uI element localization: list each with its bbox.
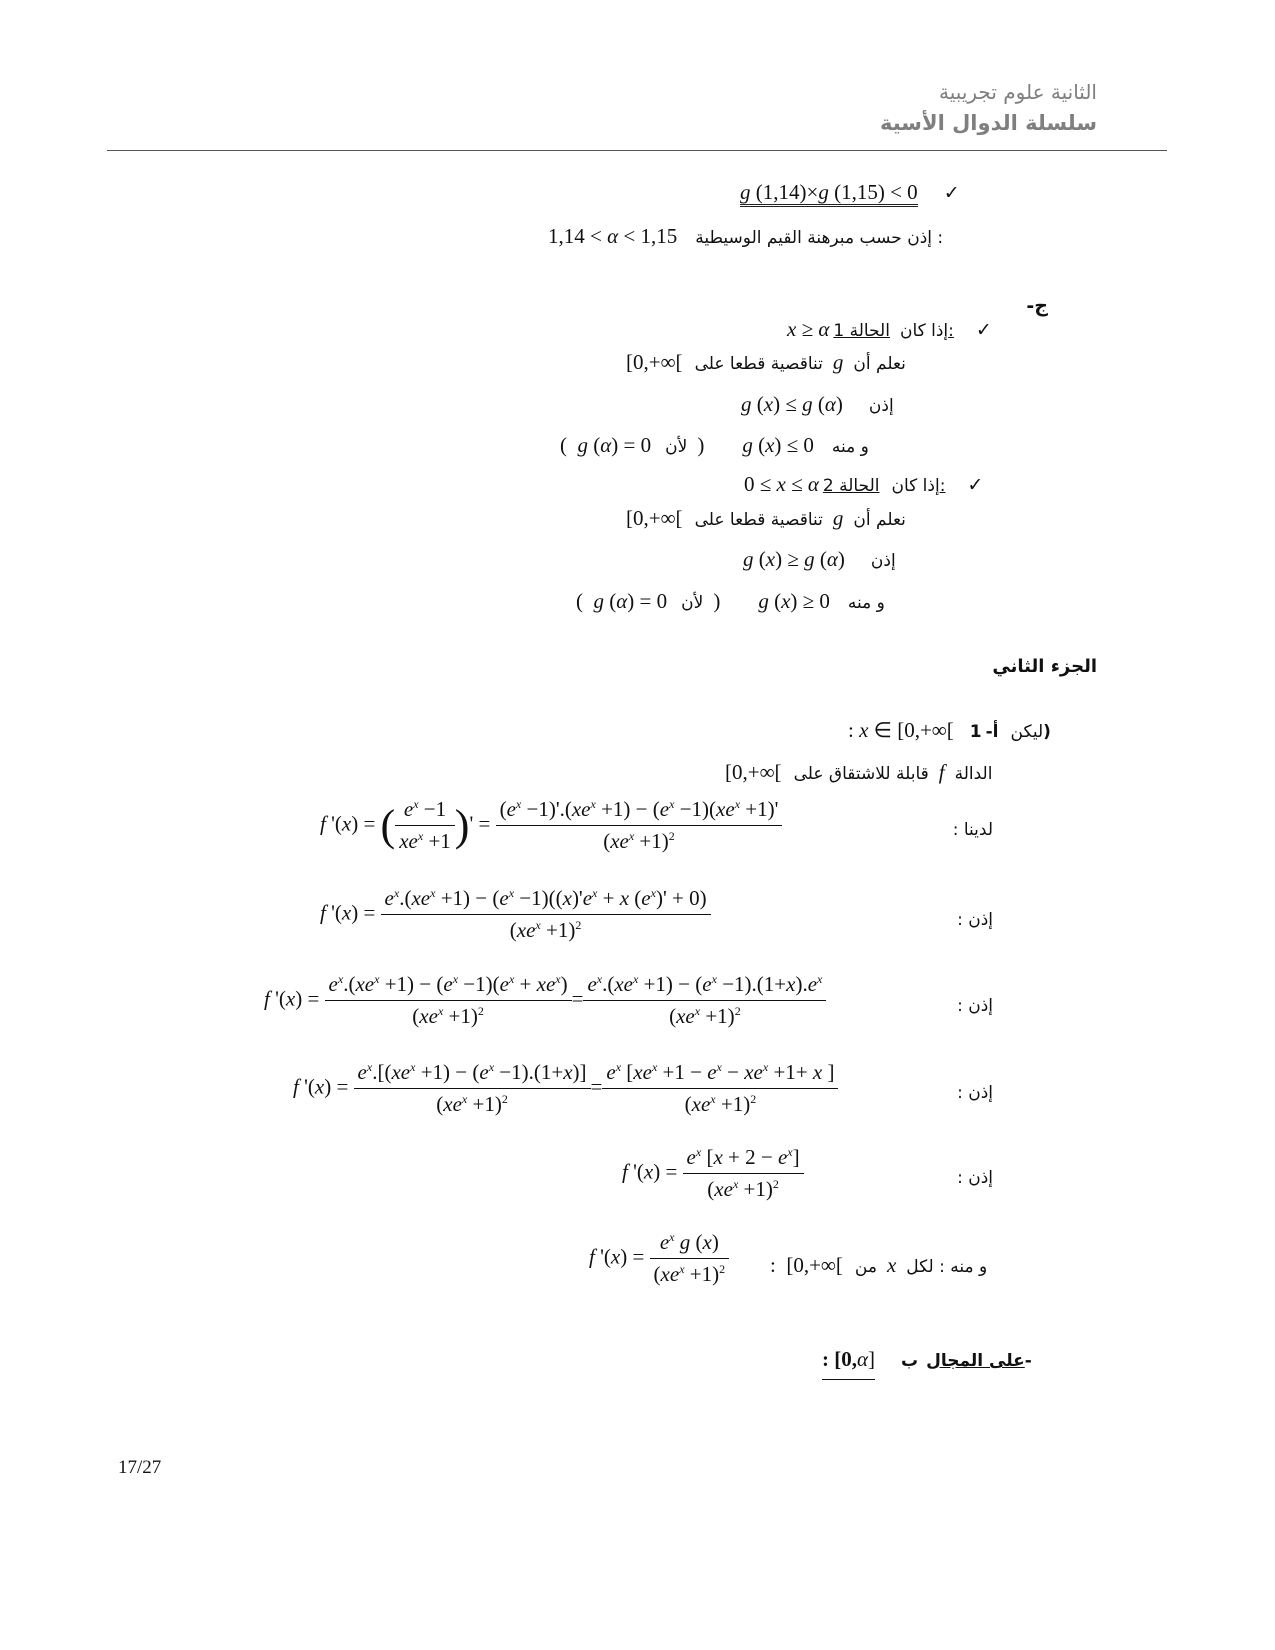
ivt-product-formula: g (1,14)×g (1,15) < 0 [740, 180, 918, 207]
f-symbol: f [938, 760, 945, 784]
derivative-final: f '(x) = $\frac{e^x g (x)}{(xe^x +1)^2}$ [589, 1230, 729, 1287]
q1a-label: أ- [985, 722, 999, 742]
because-paren-close: ) [713, 589, 721, 613]
g-symbol: g [832, 350, 844, 374]
case1-cond-text: إذا كان [899, 321, 949, 341]
header-series-title: سلسلة الدوال الأسية [879, 111, 1097, 135]
derivative-line-5: f '(x) = $\frac{e^x [x + 2 - e^x]}{(xe^x +1)^2}$ [622, 1145, 804, 1202]
we-have-text: لدينا : [952, 820, 993, 840]
header-level: الثانية علوم تجريبية [939, 80, 1097, 104]
case2-condition-math: 0 ≤ x ≤ α [744, 472, 819, 496]
derivative-line-1: f '(x) = ( $\frac{e^x -1}{xe^x +1}$ )' = $\frac{(e^x -1)'.(xe^x +1) - (e^x -1)(xe^x +1)'}{(xe^x +1)^2}$ [320, 797, 782, 854]
case1-inequality: g (x) ≤ g (α) [741, 392, 843, 416]
then-colon-text: إذن : [957, 1168, 993, 1188]
decreasing-text: تناقصية قطعا على [694, 354, 823, 374]
domain-interval: : [0,+∞[ [770, 1253, 843, 1277]
case1-condition-math: x ≥ α [787, 317, 830, 341]
derivative-line-3: f '(x) = $\frac{e^x.(xe^x +1) - (e^x -1)(e^x + xe^x)}{(xe^x +1)^2}$ = $\frac{e^x.(xe^x +1) - (e^x -1).(1+x).e^x}{(xe^x +1)^2}$ [264, 972, 826, 1029]
case2-result: g (x) ≥ 0 [758, 589, 830, 613]
case1-row [787, 317, 992, 342]
case2-hence-row [576, 589, 885, 614]
case2-row [744, 472, 983, 497]
because-paren-open: ( g (α) = 0 [560, 433, 652, 457]
interval-0-inf: [0,+∞[ [626, 506, 683, 530]
then-colon-text: إذن : [957, 910, 993, 930]
case2-cond-text: إذا كان [891, 476, 940, 496]
x-symbol: x [886, 1253, 897, 1277]
interval-0-inf: [0,+∞[ [626, 350, 683, 374]
then-text: إذن [868, 396, 894, 416]
on-interval-text: على المجال [926, 1351, 1025, 1371]
decreasing-text: تناقصية قطعا على [694, 510, 823, 530]
hence-text: و منه [847, 593, 885, 613]
q1-number: 1) [969, 722, 1051, 742]
known-text: نعلم أن [853, 510, 906, 530]
because-text: لأن [681, 593, 704, 613]
case1-hence-row [560, 433, 869, 458]
then-colon-text: إذن : [957, 1083, 993, 1103]
from-text: من [854, 1257, 877, 1277]
part-two-title: الجزء الثاني [992, 656, 1097, 677]
then-text: إذن [870, 551, 896, 571]
derivative-line-4: f '(x) = $\frac{e^x.[(xe^x +1) - (e^x -1).(1+x)]}{(xe^x +1)^2}$ = $\frac{e^x [xe^x +1 - e^x - xe^x +1+ x ]}{(xe^x +1)^2}$ [293, 1060, 838, 1117]
alpha-bounds: 1,14 < α < 1,15 [548, 224, 678, 248]
case2-label: الحالة 2: [822, 476, 946, 496]
q1a-row [848, 718, 1051, 743]
case1-then-row [741, 392, 894, 417]
let-text: ليكن [1010, 722, 1044, 742]
case2-then-row [743, 547, 896, 572]
check-icon: ✓ [967, 474, 984, 496]
for-all-row [770, 1253, 987, 1278]
interval-0-alpha: : [0,α] [822, 1347, 875, 1380]
interval-0-inf: [0,+∞[ [725, 760, 782, 784]
hence-for-all-text: و منه : لكل [906, 1257, 988, 1277]
g-symbol: g [832, 506, 844, 530]
because-paren-open: ( g (α) = 0 [576, 589, 668, 613]
differentiable-row [725, 760, 992, 785]
derivative-line-2: f '(x) = $\frac{e^x.(xe^x +1) - (e^x -1)((x)'e^x + x (e^x)' + 0)}{(xe^x +1)^2}$ [320, 886, 711, 943]
qb-label: ب- [901, 1351, 1032, 1371]
header-divider [107, 150, 1167, 151]
qb-row [822, 1347, 1032, 1372]
part-c-label: ج- [1026, 295, 1048, 317]
because-text: لأن [665, 437, 688, 457]
ivt-conclusion-row [548, 224, 943, 249]
case1-known-row [626, 350, 906, 375]
x-in-interval: : x ∈ [0,+∞[ [848, 718, 954, 742]
check-icon: ✓ [975, 319, 992, 341]
case1-label: الحالة 1: [833, 321, 954, 341]
page-number: 17/27 [118, 1457, 162, 1478]
case1-result: g (x) ≤ 0 [742, 433, 814, 457]
differentiable-text: قابلة للاشتقاق على [793, 764, 929, 784]
function-text: الدالة [954, 764, 993, 784]
because-paren-close: ) [697, 433, 705, 457]
hence-text: و منه [831, 437, 869, 457]
ivt-conclusion-text: إذن حسب مبرهنة القيم الوسيطية : [695, 228, 944, 248]
then-colon-text: إذن : [957, 996, 993, 1016]
ivt-product-row [740, 180, 960, 205]
case2-known-row [626, 506, 906, 531]
case2-inequality: g (x) ≥ g (α) [743, 547, 845, 571]
known-text: نعلم أن [853, 354, 906, 374]
check-icon: ✓ [943, 182, 960, 204]
